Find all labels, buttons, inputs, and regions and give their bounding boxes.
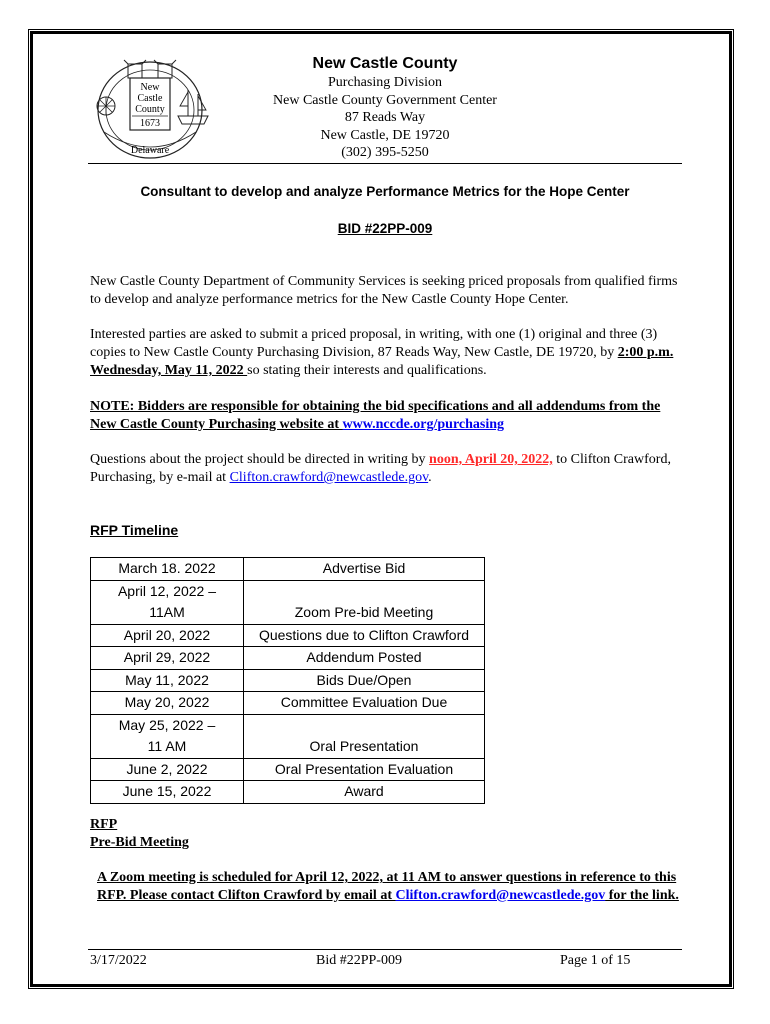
note-paragraph <box>90 398 690 434</box>
timeline-heading: RFP Timeline <box>90 522 179 538</box>
footer-bid-number: Bid #22PP-009 <box>316 953 402 968</box>
timeline-date: June 15, 2022 <box>91 781 244 804</box>
footer-page-number: Page 1 of 15 <box>560 953 631 968</box>
questions-text-middle: to Clifton Crawford, Purchasing, by e-mail at <box>90 452 671 485</box>
zoom-note-end: for the link. <box>605 888 679 903</box>
timeline-date: April 12, 2022 – 11AM <box>91 580 244 624</box>
timeline-event: Zoom Pre-bid Meeting <box>244 580 485 624</box>
submission-deadline: 2:00 p.m. Wednesday, May 11, 2022 <box>90 345 674 378</box>
timeline-date: June 2, 2022 <box>91 758 244 781</box>
svg-text:Castle: Castle <box>137 93 163 104</box>
svg-text:County: County <box>135 104 165 115</box>
zoom-contact-email-link[interactable]: Clifton.crawford@newcastlede.gov <box>395 888 606 903</box>
footer-divider <box>88 949 682 950</box>
timeline-row <box>91 714 485 758</box>
zoom-note-text: A Zoom meeting is scheduled for April 12, 2022, at 11 AM to answer questions in reference to this RFP. Please contact Clifton Crawford by email at <box>97 870 677 903</box>
bid-number: BID #22PP-009 <box>337 221 433 236</box>
header-address-block <box>250 54 520 162</box>
submission-text: Interested parties are asked to submit a priced proposal, in writing, with one (1) original and three (3) copies to New Castle County Purchasing Division, 87 Reads Way, New Castle, DE 19720, by <box>90 327 658 360</box>
timeline-date: March 18. 2022 <box>91 558 244 581</box>
timeline-date: May 25, 2022 – 11 AM <box>91 714 244 758</box>
zoom-meeting-note <box>97 869 687 905</box>
questions-paragraph <box>90 451 690 487</box>
document-title: Consultant to develop and analyze Performance Metrics for the Hope Center <box>140 184 630 199</box>
header-line: (302) 395-5250 <box>341 145 429 161</box>
timeline-event: Oral Presentation Evaluation <box>244 758 485 781</box>
organization-name: New Castle County <box>312 55 458 72</box>
timeline-event: Advertise Bid <box>244 558 485 581</box>
intro-paragraph: New Castle County Department of Community Services is seeking priced proposals from qualified firms to develop and analyze performance metrics for the New Castle County Hope Center. <box>90 274 678 307</box>
questions-text-end: . <box>428 470 432 485</box>
contact-email-link[interactable]: Clifton.crawford@newcastlede.gov <box>229 470 429 485</box>
timeline-row <box>91 692 485 715</box>
timeline-row <box>91 669 485 692</box>
timeline-date: May 20, 2022 <box>91 692 244 715</box>
timeline-date: April 20, 2022 <box>91 624 244 647</box>
timeline-event: Award <box>244 781 485 804</box>
timeline-event: Oral Presentation <box>244 714 485 758</box>
rfp-section-heading <box>90 816 189 852</box>
questions-deadline: noon, April 20, 2022, <box>429 452 553 467</box>
pre-bid-meeting-label: Pre-Bid Meeting <box>90 835 189 850</box>
timeline-table <box>90 557 485 804</box>
svg-text:New: New <box>140 82 160 93</box>
svg-text:1673: 1673 <box>140 118 160 129</box>
timeline-row <box>91 580 485 624</box>
county-seal-logo <box>84 50 216 162</box>
timeline-event: Committee Evaluation Due <box>244 692 485 715</box>
questions-text: Questions about the project should be directed in writing by <box>90 452 430 467</box>
timeline-event: Questions due to Clifton Crawford <box>244 624 485 647</box>
timeline-event: Bids Due/Open <box>244 669 485 692</box>
header-line: 87 Reads Way <box>344 110 426 126</box>
timeline-event: Addendum Posted <box>244 647 485 670</box>
header-line: New Castle County Government Center <box>273 92 497 108</box>
rfp-label: RFP <box>90 817 118 832</box>
timeline-row <box>91 647 485 670</box>
svg-text:Delaware: Delaware <box>130 145 170 156</box>
header-line: New Castle, DE 19720 <box>320 127 450 143</box>
timeline-date: May 11, 2022 <box>91 669 244 692</box>
timeline-row <box>91 558 485 581</box>
timeline-row <box>91 781 485 804</box>
submission-text-end: so stating their interests and qualifications. <box>247 363 487 378</box>
timeline-date: April 29, 2022 <box>91 647 244 670</box>
header-divider <box>88 163 682 164</box>
timeline-row <box>91 624 485 647</box>
footer-date: 3/17/2022 <box>90 953 147 968</box>
header-line: Purchasing Division <box>328 75 442 90</box>
note-text: NOTE: Bidders are responsible for obtaining the bid specifications and all addendums from the New Castle County Purchasing website at <box>90 399 661 432</box>
timeline-row <box>91 758 485 781</box>
purchasing-website-link[interactable]: www.nccde.org/purchasing <box>342 417 505 432</box>
submission-paragraph <box>90 326 690 380</box>
